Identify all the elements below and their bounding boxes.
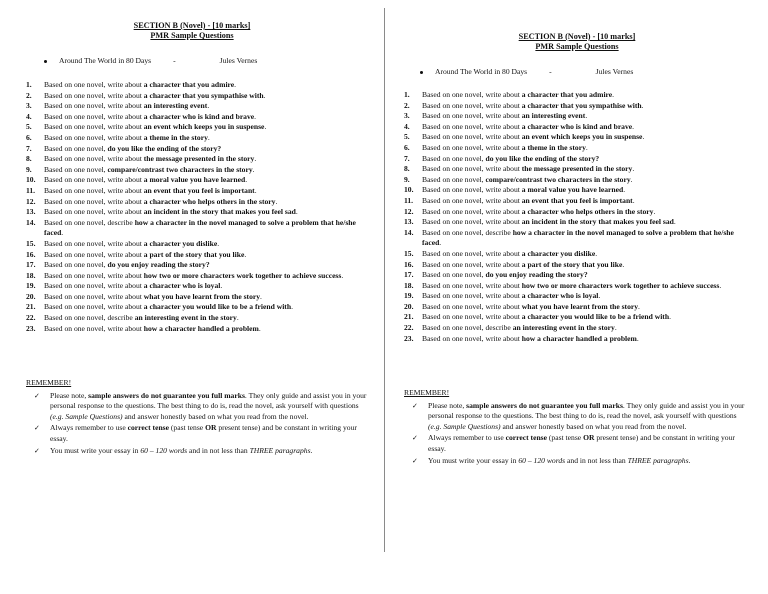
question-number: 6.	[26, 132, 32, 142]
question-focus: a character you would like to be a friend with	[143, 302, 292, 312]
question-text: Based on one novel, write about	[422, 195, 522, 205]
question-text: Based on one novel, write about	[44, 132, 144, 142]
question-item	[404, 185, 752, 196]
question-text: .	[669, 312, 671, 322]
question-text: .	[585, 111, 588, 121]
bullet-icon	[44, 60, 47, 63]
question-number: 2.	[404, 100, 410, 110]
remember-item	[404, 433, 752, 454]
question-focus: an interesting event	[143, 101, 208, 111]
question-number: 18.	[404, 280, 414, 290]
question-text: Based on one novel, write about	[422, 164, 522, 174]
question-text: .	[632, 195, 635, 205]
question-item	[404, 249, 752, 260]
question-number: 8.	[404, 164, 410, 174]
question-text: Based on one novel,	[422, 174, 486, 184]
question-item	[26, 197, 372, 208]
question-text: .	[236, 313, 239, 323]
question-focus: what you have learnt from the story	[521, 301, 639, 311]
question-text: .	[673, 217, 676, 227]
section-title: SECTION B (Novel) - [10 marks]	[133, 21, 251, 30]
question-number: 9.	[26, 164, 32, 174]
question-focus: an interesting event in the story	[134, 313, 237, 323]
section-title: SECTION B (Novel) - [10 marks]	[518, 32, 636, 41]
question-focus: a character that you sympathise with	[143, 90, 264, 100]
question-text: Based on one novel, write about	[44, 175, 144, 185]
question-item	[404, 164, 752, 175]
question-text: .	[585, 142, 588, 152]
checkmark-icon: ✓	[34, 391, 40, 400]
question-number: 17.	[404, 270, 414, 280]
question-text: .	[622, 259, 625, 269]
question-text: Based on one novel, write about	[44, 154, 144, 164]
question-number: 20.	[26, 291, 36, 301]
question-item	[404, 143, 752, 154]
question-item	[26, 271, 372, 282]
question-number: 5.	[26, 122, 32, 132]
question-item	[404, 323, 752, 334]
question-text: Based on one novel, write about	[44, 249, 144, 259]
question-focus: a character who is loyal	[143, 281, 221, 291]
question-text: Based on one novel, describe	[44, 313, 135, 323]
question-focus: a character that you admire	[143, 80, 235, 89]
question-text: Based on one novel,	[422, 270, 486, 280]
novel-author: Jules Vernes	[219, 56, 258, 65]
question-item	[404, 281, 752, 292]
question-text: .	[254, 154, 257, 164]
question-text: .	[275, 196, 278, 206]
question-number: 2.	[26, 90, 32, 100]
question-focus: an event that you feel is important	[143, 185, 255, 195]
question-focus: an event which keeps you in suspense	[521, 132, 643, 142]
question-number: 3.	[404, 111, 410, 121]
question-focus: a character you dislike	[143, 238, 218, 248]
page-header	[0, 21, 384, 41]
question-item	[26, 292, 372, 303]
question-text: Based on one novel, write about	[44, 270, 144, 280]
question-item	[26, 250, 372, 261]
question-number: 21.	[26, 302, 36, 312]
question-text: .	[252, 164, 255, 174]
question-number: 17.	[26, 260, 36, 270]
question-text: Based on one novel, write about	[44, 196, 144, 206]
question-number: 8.	[26, 154, 32, 164]
question-text: Based on one novel, write about	[422, 132, 522, 142]
question-focus: a theme in the story	[143, 132, 208, 142]
question-item	[26, 207, 372, 218]
question-number: 1.	[26, 80, 32, 89]
bullet-icon	[420, 71, 423, 74]
question-item	[404, 154, 752, 165]
question-text: Based on one novel, write about	[422, 259, 522, 269]
question-focus: the message presented in the story	[143, 154, 255, 164]
question-item	[404, 90, 752, 101]
question-focus: how a character handled a problem	[143, 323, 259, 333]
question-text: .	[245, 175, 248, 185]
question-text: .	[258, 323, 261, 333]
question-focus: a character that you sympathise with	[521, 100, 642, 110]
remember-list	[404, 401, 752, 467]
question-number: 4.	[26, 111, 32, 121]
section-subtitle: PMR Sample Questions	[150, 31, 234, 40]
checkmark-icon: ✓	[412, 401, 418, 410]
question-focus: do you enjoy reading the story?	[485, 270, 588, 280]
remember-text: You must write your essay in	[428, 455, 519, 465]
remember-word-count: 60 – 120 words	[140, 445, 188, 455]
question-item	[404, 175, 752, 186]
remember-item	[404, 456, 752, 467]
question-number: 23.	[404, 333, 414, 343]
question-text: Based on one novel, write about	[422, 280, 522, 290]
question-text: .	[614, 323, 617, 333]
remember-box	[404, 388, 752, 467]
question-item	[26, 324, 372, 335]
question-text: .	[719, 280, 722, 290]
question-item	[26, 260, 372, 271]
question-text: Based on one novel, write about	[44, 90, 144, 100]
question-text: Based on one novel, write about	[44, 122, 144, 132]
question-focus: an interesting event	[521, 111, 586, 121]
question-focus: a character you dislike	[521, 248, 596, 258]
question-text: Based on one novel, write about	[422, 312, 522, 322]
question-item	[26, 175, 372, 186]
remember-emphasis: sample answers do not guarantee you full marks	[466, 400, 623, 410]
checkmark-icon: ✓	[412, 434, 418, 443]
question-number: 12.	[26, 196, 36, 206]
question-text: Based on one novel, write about	[422, 90, 522, 99]
question-text: Based on one novel,	[44, 164, 108, 174]
question-focus: how a character handled a problem	[521, 333, 637, 343]
question-number: 10.	[26, 175, 36, 185]
question-text: Based on one novel, write about	[44, 302, 144, 312]
remember-paragraph-count: THREE paragraphs	[627, 455, 689, 465]
question-text: Based on one novel,	[422, 153, 486, 163]
page-divider	[384, 8, 385, 552]
question-text: .	[341, 270, 344, 280]
question-number: 20.	[404, 301, 414, 311]
novel-line	[420, 67, 633, 78]
question-text: Based on one novel, describe	[422, 227, 513, 237]
remember-text: and in not less than	[187, 445, 250, 455]
novel-title: Around The World in 80 Days	[435, 67, 528, 76]
question-list	[404, 90, 752, 344]
question-text: Based on one novel, write about	[422, 185, 522, 195]
remember-text: Please note,	[428, 400, 467, 410]
remember-text: .	[310, 445, 313, 455]
question-number: 21.	[404, 312, 414, 322]
question-focus: a character you would like to be a friend with	[521, 312, 670, 322]
question-number: 9.	[404, 174, 410, 184]
remember-text: You must write your essay in	[50, 445, 141, 455]
question-text: Based on one novel, write about	[422, 206, 522, 216]
remember-list	[26, 391, 372, 457]
question-text: .	[217, 238, 220, 248]
question-text: Based on one novel, write about	[44, 111, 144, 121]
question-focus: a moral value you have learned	[521, 185, 624, 195]
question-text: Based on one novel, write about	[422, 111, 522, 121]
question-text: .	[598, 291, 601, 301]
novel-author: Jules Vernes	[595, 67, 634, 76]
remember-text: .	[688, 455, 691, 465]
question-number: 7.	[404, 153, 410, 163]
remember-title: REMEMBER!	[26, 378, 72, 387]
question-number: 15.	[404, 248, 414, 258]
remember-paragraph-count: THREE paragraphs	[249, 445, 311, 455]
remember-text: Always remember to use	[50, 423, 128, 433]
remember-word-count: 60 – 120 words	[518, 455, 566, 465]
remember-emphasis: correct tense	[505, 433, 547, 443]
question-number: 15.	[26, 238, 36, 248]
question-focus: a character who is loyal	[521, 291, 599, 301]
question-text: Based on one novel, write about	[44, 207, 144, 217]
question-focus: a character that you admire	[521, 90, 613, 99]
question-focus: a part of the story that you like	[143, 249, 245, 259]
question-text: .	[254, 185, 257, 195]
question-number: 18.	[26, 270, 36, 280]
question-text: Based on one novel, describe	[44, 217, 135, 227]
question-text: .	[207, 132, 210, 142]
question-number: 14.	[26, 217, 36, 227]
question-number: 4.	[404, 121, 410, 131]
question-item	[26, 133, 372, 144]
question-text: Based on one novel, write about	[44, 238, 144, 248]
question-item	[26, 101, 372, 112]
question-text: .	[295, 207, 298, 217]
remember-item	[26, 423, 372, 444]
question-text: Based on one novel, write about	[44, 185, 144, 195]
page-header	[386, 32, 768, 52]
remember-emphasis: OR	[205, 423, 217, 433]
question-text: .	[244, 249, 247, 259]
remember-text: present tense) and be constant in writing your essay.	[428, 433, 735, 453]
question-text: .	[638, 301, 640, 311]
question-item	[26, 112, 372, 123]
remember-text: . They only guide and assist you in your personal response to the questions. The best thing to do is, read the novel, ask yourself with questions	[428, 400, 745, 421]
question-text: .	[260, 291, 262, 301]
checkmark-icon: ✓	[34, 446, 40, 455]
question-item	[404, 132, 752, 143]
question-item	[26, 144, 372, 155]
question-text: .	[612, 90, 615, 99]
question-text: Based on one novel, write about	[422, 248, 522, 258]
question-item	[26, 218, 372, 239]
question-number: 12.	[404, 206, 414, 216]
question-focus: an interesting event in the story	[512, 323, 615, 333]
question-item	[26, 154, 372, 165]
novel-title: Around The World in 80 Days	[59, 56, 152, 65]
question-number: 19.	[26, 281, 36, 291]
question-item	[404, 101, 752, 112]
question-focus: a part of the story that you like	[521, 259, 623, 269]
remember-emphasis: correct tense	[127, 423, 169, 433]
remember-text: (past tense	[547, 433, 584, 443]
question-text: .	[641, 100, 644, 110]
checkmark-icon: ✓	[412, 456, 418, 465]
question-text: Based on one novel, write about	[422, 301, 522, 311]
question-number: 22.	[26, 313, 36, 323]
question-focus: a character who helps others in the story	[521, 206, 654, 216]
remember-text: and answer honestly based on what you read from the novel.	[500, 421, 687, 431]
novel-dash: -	[549, 67, 552, 76]
question-item	[26, 186, 372, 197]
question-focus: an event that you feel is important	[521, 195, 633, 205]
remember-example: (e.g. Sample Questions)	[428, 421, 501, 431]
remember-example: (e.g. Sample Questions)	[50, 411, 123, 421]
question-number: 16.	[404, 259, 414, 269]
question-number: 5.	[404, 132, 410, 142]
question-item	[404, 312, 752, 323]
question-focus: an incident in the story that makes you feel sad	[143, 207, 296, 217]
question-text: .	[291, 302, 293, 312]
question-text: .	[220, 281, 223, 291]
question-focus: a character who is kind and brave	[143, 111, 255, 121]
question-text: .	[263, 90, 266, 100]
novel-dash: -	[173, 56, 176, 65]
question-item	[404, 334, 752, 345]
question-number: 11.	[404, 195, 414, 205]
question-focus: an event which keeps you in suspense	[143, 122, 265, 132]
question-item	[404, 196, 752, 207]
question-item	[404, 207, 752, 218]
question-text: Based on one novel, write about	[44, 80, 144, 89]
question-text: .	[264, 122, 267, 132]
question-focus: what you have learnt from the story	[143, 291, 261, 301]
question-text: Based on one novel, write about	[422, 291, 522, 301]
question-text: Based on one novel, describe	[422, 323, 513, 333]
question-text: Based on one novel, write about	[44, 281, 144, 291]
remember-title: REMEMBER!	[404, 388, 450, 397]
question-focus: how two or more characters work together to achieve success	[143, 270, 342, 280]
question-text: Based on one novel, write about	[422, 121, 522, 131]
question-focus: an incident in the story that makes you feel sad	[521, 217, 674, 227]
remember-item	[26, 446, 372, 457]
question-focus: a moral value you have learned	[143, 175, 246, 185]
question-text: Based on one novel, write about	[44, 101, 144, 111]
question-number: 11.	[26, 185, 36, 195]
question-focus: do you enjoy reading the story?	[107, 260, 210, 270]
question-text: .	[61, 228, 64, 238]
checkmark-icon: ✓	[34, 424, 40, 433]
question-item	[26, 165, 372, 176]
question-focus: how a character in the novel managed to solve a problem that he/she faced	[44, 217, 356, 238]
remember-text: and answer honestly based on what you read from the novel.	[122, 411, 309, 421]
question-text: Based on one novel, write about	[422, 333, 522, 343]
novel-line	[44, 56, 257, 67]
remember-text: Always remember to use	[428, 433, 506, 443]
question-text: .	[642, 132, 645, 142]
remember-text: Please note,	[50, 390, 89, 400]
question-text: .	[653, 206, 656, 216]
question-item	[404, 228, 752, 249]
question-focus: do you like the ending of the story?	[107, 143, 222, 153]
question-number: 14.	[404, 227, 414, 237]
question-text: Based on one novel, write about	[44, 291, 144, 301]
question-focus: the message presented in the story	[521, 164, 633, 174]
question-item	[404, 122, 752, 133]
question-focus: compare/contrast two characters in the story	[485, 174, 631, 184]
question-item	[404, 291, 752, 302]
section-subtitle: PMR Sample Questions	[535, 42, 619, 51]
remember-item	[404, 401, 752, 433]
question-text: .	[623, 185, 626, 195]
question-number: 1.	[404, 90, 410, 99]
question-number: 19.	[404, 291, 414, 301]
question-focus: a character who helps others in the story	[143, 196, 276, 206]
remember-emphasis: sample answers do not guarantee you full marks	[88, 390, 245, 400]
question-item	[26, 80, 372, 91]
question-item	[404, 260, 752, 271]
question-number: 16.	[26, 249, 36, 259]
question-item	[404, 302, 752, 313]
question-focus: a theme in the story	[521, 142, 586, 152]
question-text: Based on one novel,	[44, 260, 108, 270]
question-text: .	[632, 164, 635, 174]
question-text: Based on one novel, write about	[422, 100, 522, 110]
question-item	[404, 111, 752, 122]
question-focus: do you like the ending of the story?	[485, 153, 600, 163]
remember-text: (past tense	[169, 423, 206, 433]
question-text: .	[234, 80, 237, 89]
question-item	[26, 122, 372, 133]
question-focus: compare/contrast two characters in the story	[107, 164, 253, 174]
question-item	[26, 281, 372, 292]
question-number: 22.	[404, 323, 414, 333]
question-text: Based on one novel, write about	[422, 142, 522, 152]
question-item	[404, 270, 752, 281]
question-text: .	[636, 333, 639, 343]
question-text: Based on one novel, write about	[422, 217, 522, 227]
remember-text: and in not less than	[565, 455, 628, 465]
question-text: .	[207, 101, 210, 111]
question-number: 10.	[404, 185, 414, 195]
question-text: Based on one novel,	[44, 143, 108, 153]
question-text: .	[630, 174, 633, 184]
question-item	[26, 302, 372, 313]
question-text: .	[595, 248, 598, 258]
question-number: 6.	[404, 142, 410, 152]
question-focus: how a character in the novel managed to solve a problem that he/she faced	[422, 227, 734, 248]
question-item	[26, 239, 372, 250]
remember-box	[26, 378, 372, 457]
question-text: .	[632, 121, 635, 131]
question-item	[26, 313, 372, 324]
question-item	[26, 91, 372, 102]
question-focus: a character who is kind and brave	[521, 121, 633, 131]
question-item	[404, 217, 752, 228]
question-number: 23.	[26, 323, 36, 333]
question-focus: how two or more characters work together to achieve success	[521, 280, 720, 290]
question-number: 13.	[404, 217, 414, 227]
remember-emphasis: OR	[583, 433, 595, 443]
remember-text: . They only guide and assist you in your personal response to the questions. The best thing to do is, read the novel, ask yourself with questions	[50, 390, 367, 411]
question-number: 7.	[26, 143, 32, 153]
question-number: 13.	[26, 207, 36, 217]
question-list	[26, 80, 372, 334]
question-text: .	[254, 111, 257, 121]
question-text: .	[439, 238, 442, 248]
remember-item	[26, 391, 372, 423]
question-text: Based on one novel, write about	[44, 323, 144, 333]
remember-text: present tense) and be constant in writing your essay.	[50, 423, 357, 443]
question-number: 3.	[26, 101, 32, 111]
